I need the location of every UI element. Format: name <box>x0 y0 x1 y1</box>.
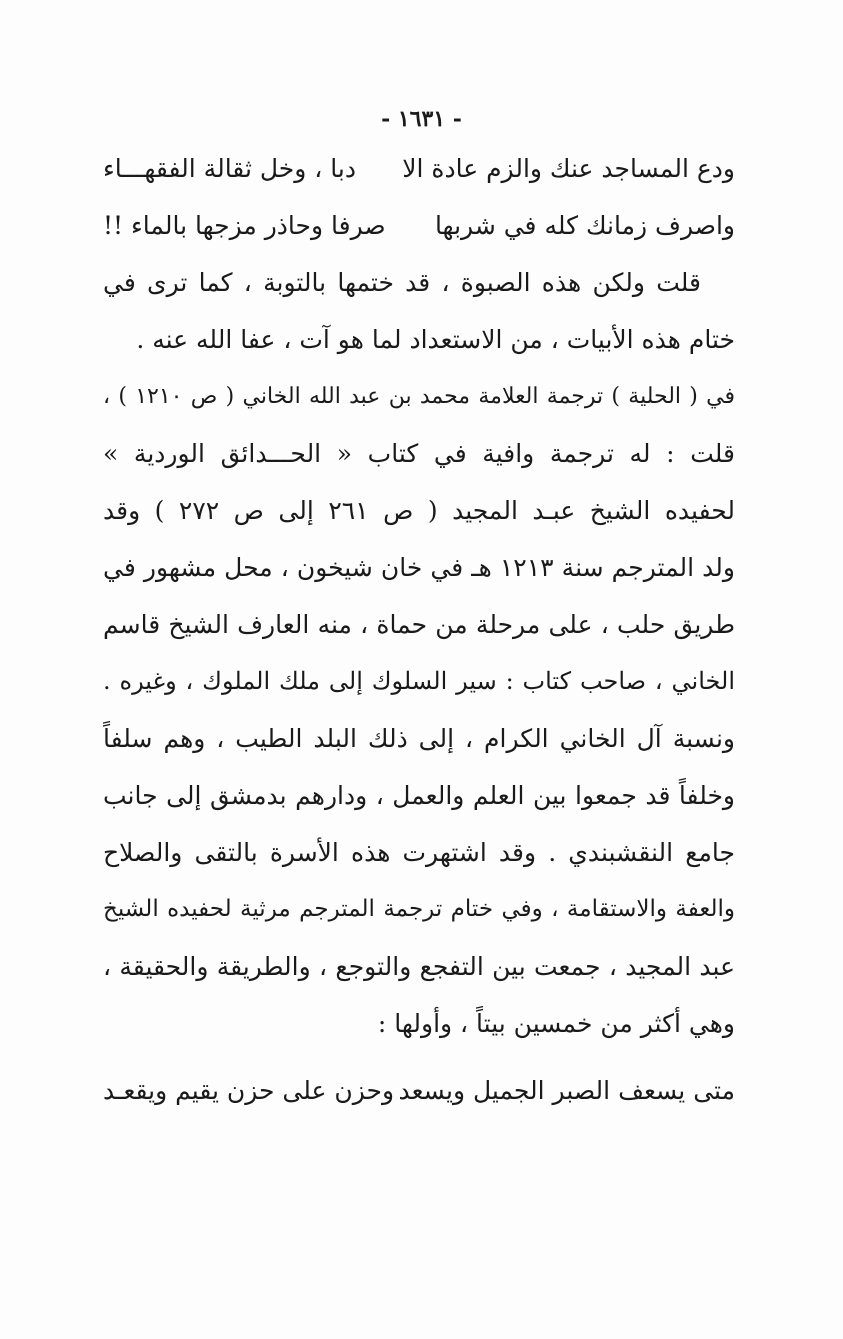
verse-first-hemistich: ودع المساجد عنك والزم عادة الا <box>402 154 735 183</box>
page-number: - ١٦٣١ - <box>381 106 462 132</box>
verse-line-3 <box>103 1062 735 1119</box>
paragraph-1-line-2: ختام هذه الأبيات ، من الاستعداد لما هو آت ، عفا الله عنه . <box>136 325 735 354</box>
verse-line-2 <box>103 197 735 254</box>
paragraph-2-line-6: الخاني ، صاحب كتاب : سير السلوك إلى ملك الملوك ، وغيره . <box>103 667 735 695</box>
verse-second-hemistich: صرفا وحاذر مزجها بالماء !! <box>103 211 386 240</box>
paragraph-1-line-1: قلت ولكن هذه الصبوة ، قد ختمها بالتوبة ، كما ترى في <box>103 268 701 297</box>
paragraph-2-line-5: طريق حلب ، على مرحلة من حماة ، منه العارف الشيخ قاسم <box>103 610 735 639</box>
paragraph-2-line-12: وهي أكثر من خمسين بيتاً ، وأولها : <box>377 1009 735 1038</box>
verse-first-hemistich: واصرف زمانك كله في شربها <box>434 211 735 240</box>
verse-first-hemistich: متى يسعف الصبر الجميل ويسعد <box>398 1076 735 1105</box>
paragraph-2-line-3: لحفيده الشيخ عبـد المجيد ( ص ٢٦١ إلى ص ٢٧٢ ) وقد <box>103 496 735 525</box>
paragraph-2-line-4: ولد المترجم سنة ١٢١٣ هـ في خان شيخون ، محل مشهور في <box>103 553 735 582</box>
body-text <box>103 140 735 1119</box>
paragraph-2-line-11: عبد المجيد ، جمعت بين التفجع والتوجع ، والطريقة والحقيقة ، <box>103 952 735 981</box>
paragraph-2-line-9: جامع النقشبندي . وقد اشتهرت هذه الأسرة بالتقى والصلاح <box>103 838 735 867</box>
paragraph-2-line-7: ونسبة آل الخاني الكرام ، إلى ذلك البلد الطيب ، وهم سلفاً <box>103 724 735 753</box>
paragraph-2-line-8: وخلفاً قد جمعوا بين العلم والعمل ، ودارهم بدمشق إلى جانب <box>103 781 735 810</box>
paragraph-2-line-1: في ( الحلية ) ترجمة العلامة محمد بن عبد الله الخاني ( ص ١٢١٠ ) ، <box>103 384 735 409</box>
paragraph-2-line-10: والعفة والاستقامة ، وفي ختام ترجمة المترجم مرثية لحفيده الشيخ <box>103 896 735 922</box>
verse-line-1 <box>103 140 735 197</box>
verse-second-hemistich: وحزن على حزن يقيم ويقعـد <box>103 1076 395 1105</box>
verse-second-hemistich: دبا ، وخل ثقالة الفقهـــاء <box>103 154 356 183</box>
verse-gap <box>103 1052 735 1062</box>
paragraph-2-line-2: قلت : له ترجمة وافية في كتاب « الحـــدائق الوردية » <box>103 439 735 468</box>
